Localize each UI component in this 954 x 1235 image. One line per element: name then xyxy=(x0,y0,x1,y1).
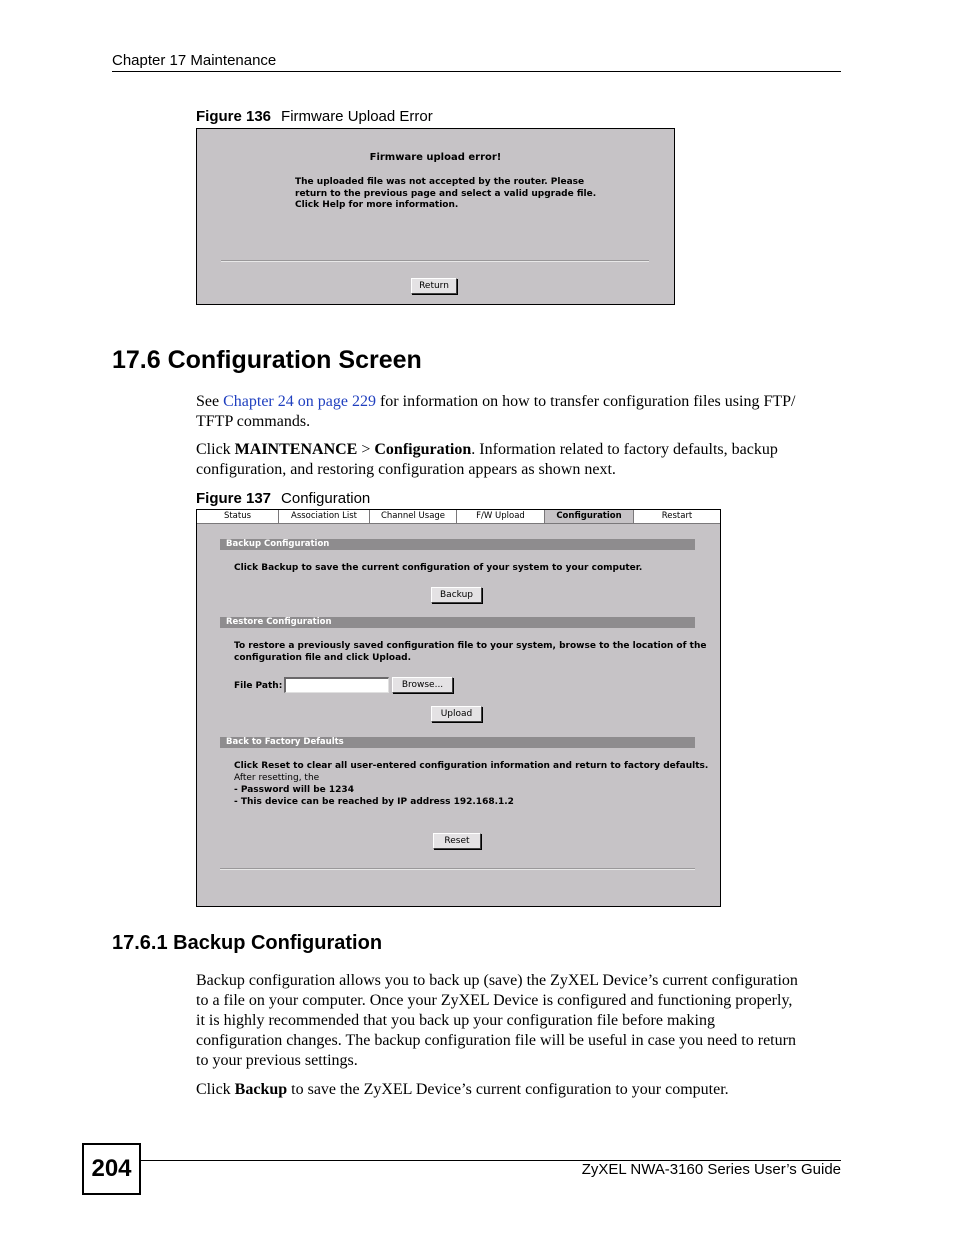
backup-section-title: Backup Configuration xyxy=(220,539,695,550)
section-heading: 17.6 Configuration Screen xyxy=(112,346,422,374)
paragraph-backup-description: Backup configuration allows you to back up (save) the ZyXEL Device’s current configuration to a file on your computer. Once your ZyXEL Device is configured and functioning properly, it is highly recommended that you back up your configuration file before making configuration changes. The backup configuration file will be useful in case you need to return to your previous settings. xyxy=(196,972,798,1069)
error-line-3: Click Help for more information. xyxy=(295,200,459,210)
chapter-link[interactable]: Chapter 24 on page 229 xyxy=(223,393,376,410)
paragraph-click-maintenance: Click MAINTENANCE > Configuration. Information related to factory defaults, backup configuration, and restoring configuration appears as shown next. xyxy=(196,441,778,478)
subsection-heading: 17.6.1 Backup Configuration xyxy=(112,932,383,954)
factory-line-4: - This device can be reached by IP address 192.168.1.2 xyxy=(234,797,514,807)
tab-fw-upload[interactable]: F/W Upload xyxy=(457,510,545,523)
return-button[interactable]: Return xyxy=(411,278,457,294)
running-header: Chapter 17 Maintenance xyxy=(112,52,277,69)
restore-line-1: To restore a previously saved configuration file to your system, browse to the location of the xyxy=(234,641,707,651)
bottom-divider xyxy=(220,868,695,870)
paragraph-see-chapter: See Chapter 24 on page 229 for information on how to transfer configuration files using FTP/ TFTP commands. xyxy=(196,393,796,430)
figure-136-caption xyxy=(196,108,433,125)
upload-button[interactable]: Upload xyxy=(431,706,482,722)
tab-restart[interactable]: Restart xyxy=(661,511,693,521)
factory-line-2: After resetting, the xyxy=(234,773,320,783)
footer-guide-title: ZyXEL NWA-3160 Series User’s Guide xyxy=(581,1161,841,1178)
tab-association-list[interactable]: Association List xyxy=(279,510,370,523)
backup-button[interactable]: Backup xyxy=(431,587,482,603)
error-heading: Firmware upload error! xyxy=(369,152,502,163)
figure-137-title: Configuration xyxy=(281,490,371,507)
error-line-1: The uploaded file was not accepted by the router. Please xyxy=(295,177,585,187)
firmware-error-screen xyxy=(196,128,675,305)
file-path-input[interactable] xyxy=(284,677,389,693)
figure-137-label: Figure 137 xyxy=(196,490,272,507)
file-path-label: File Path: xyxy=(234,681,283,691)
factory-line-3: - Password will be 1234 xyxy=(234,785,354,795)
tab-bar xyxy=(197,510,720,524)
tab-configuration[interactable]: Configuration xyxy=(545,510,634,523)
divider xyxy=(221,260,649,262)
restore-line-2: configuration file and click Upload. xyxy=(234,653,412,663)
factory-line-1: Click Reset to clear all user-entered configuration information and return to factory defaults. xyxy=(234,761,709,771)
restore-section-title: Restore Configuration xyxy=(220,617,695,628)
error-line-2: return to the previous page and select a valid upgrade file. xyxy=(295,189,597,199)
tab-channel-usage[interactable]: Channel Usage xyxy=(370,510,457,523)
figure-137-caption xyxy=(196,490,370,507)
page-number: 204 xyxy=(82,1143,141,1195)
configuration-screen xyxy=(196,509,721,907)
header-rule xyxy=(112,71,841,72)
paragraph-click-backup: Click Backup to save the ZyXEL Device’s current configuration to your computer. xyxy=(196,1081,729,1098)
figure-136-title: Firmware Upload Error xyxy=(281,108,433,125)
factory-section-title: Back to Factory Defaults xyxy=(220,737,695,748)
reset-button[interactable]: Reset xyxy=(433,833,481,849)
tab-status[interactable]: Status xyxy=(197,510,279,523)
browse-button[interactable]: Browse... xyxy=(392,677,453,693)
backup-description: Click Backup to save the current configuration of your system to your computer. xyxy=(234,563,643,573)
figure-136-label: Figure 136 xyxy=(196,108,272,125)
